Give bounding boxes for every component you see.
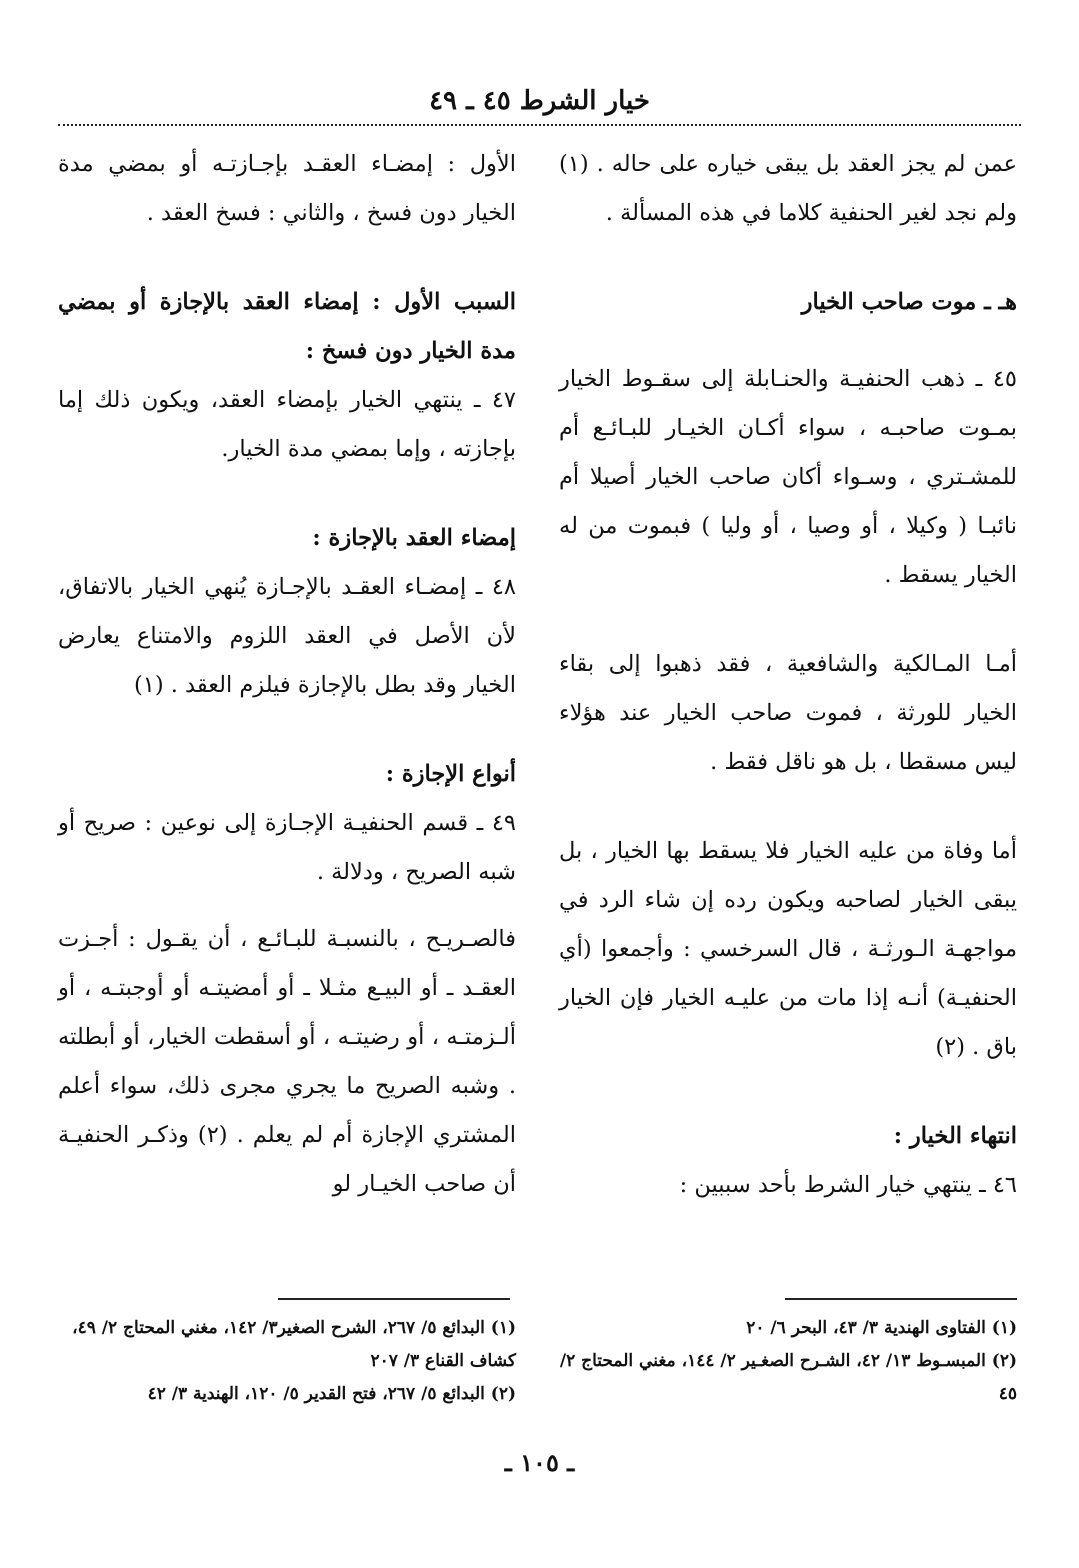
- paragraph-death-of-obligor: أما وفاة من عليه الخيار فلا يسقط بها الخيار ، بل يبقى الخيار لصاحبه ويكون رده إن شاء الرد في مواجهـة الـورثـة ، قال السرخسي : وأجمعوا (أي الحنفيـة) أنـه إذا مات من عليـه الخيار فإن الخيار باق . (٢): [559, 838, 1017, 1060]
- footnote-rule-left: [278, 1298, 510, 1300]
- footnotes-left: [58, 1312, 516, 1411]
- paragraph-explicit-ratification: فالصـريـح ، بالنسبـة للبـائـع ، أن يقـول : أجـزت العقـد ـ أو البيـع مثـلا ـ أو أمضيتـه أو أوجبتـه ، أو ألـزمتـه ، أو رضيتـه ، أو أسقطت الخيار، أو أبطلته . وشبه الصريح ما يجري مجرى ذلك، سواء أعلم المشتري الإجازة أم لم يعلم . (٢) وذكـر الحنفيـة أن صاحب الخيـار لو: [58, 926, 516, 1197]
- header-dotted-rule: [58, 124, 1021, 126]
- section-heading-first-cause: السبب الأول : إمضاء العقد بالإجازة أو بمضي مدة الخيار دون فسخ :: [58, 289, 516, 364]
- footnote-right-1: (١) الفتاوى الهندية ٣/ ٤٣، البحر ٦/ ٢٠: [746, 1318, 1017, 1338]
- paragraph-49: ٤٩ ـ قسم الحنفيـة الإجـازة إلى نوعين : صريح أو شبه الصريح ، ودلالة .: [58, 810, 516, 885]
- paragraph-48: ٤٨ ـ إمضـاء العقـد بالإجـازة يُنهي الخيار بالاتفاق، لأن الأصل في العقد اللزوم والامتناع يعارض الخيار وقد بطل بالإجازة فيلزم العقد . (١): [58, 574, 516, 698]
- footnote-left-2: (٢) البدائع ٥/ ٢٦٧، فتح القدير ٥/ ١٢٠، الهندية ٣/ ٤٢: [147, 1384, 516, 1404]
- paragraph-46: ٤٦ ـ ينتهي خيار الشرط بأحد سببين :: [679, 1172, 1017, 1198]
- section-heading-death-of-option-holder: هـ ـ موت صاحب الخيار: [801, 289, 1017, 315]
- footnote-rule-right: [785, 1298, 1017, 1300]
- footnote-left-1: (١) البدائع ٥/ ٢٦٧، الشرح الصغير٣/ ١٤٢، مغني المحتاج ٢/ ٤٩، كشاف القناع ٣/ ٢٠٧: [72, 1318, 516, 1371]
- section-heading-types-of-ratification: أنواع الإجازة :: [385, 761, 516, 787]
- paragraph-continuation: عمن لم يجز العقد بل يبقى خياره على حاله . (١) ولم نجد لغير الحنفية كلاما في هذه المسألة .: [559, 151, 1017, 226]
- page-number: ـ ١٠٥ ـ: [504, 1448, 575, 1477]
- footnote-right-2: (٢) المبسـوط ١٣/ ٤٢، الشـرح الصغـير ٢/ ١٤٤، مغني المحتاج ٢/ ٤٥: [559, 1351, 1017, 1404]
- right-column: [559, 140, 1017, 1210]
- section-heading-end-of-option: انتهاء الخيار :: [893, 1123, 1017, 1149]
- section-heading-ratification: إمضاء العقد بالإجازة :: [312, 525, 516, 551]
- left-column: [58, 140, 516, 1209]
- paragraph-maliki-shafii: أمـا المـالكية والشافعية ، فقد ذهبوا إلى بقاء الخيار للورثة ، فموت صاحب الخيار عند هؤلاء ليس مسقطا ، بل هو ناقل فقط .: [559, 651, 1017, 775]
- paragraph-45: ٤٥ ـ ذهب الحنفيـة والحنـابلة إلى سقـوط الخيار بمـوت صاحبـه ، سواء أكـان الخيـار للبـائـع أم للمشـتري ، وسـواء أكان صاحب الخيار أصيلا أم نائبـا ( وكيلا ، أو وصيا ، أو وليا ) فبموت من له الخيار يسقط .: [559, 366, 1017, 588]
- running-header: خيار الشرط ٤٥ ـ ٤٩: [429, 86, 650, 116]
- paragraph-two-causes: الأول : إمضـاء العقـد بإجـازتـه أو بمضي مدة الخيار دون فسخ ، والثاني : فسخ العقد .: [58, 151, 516, 226]
- footnotes-right: [559, 1312, 1017, 1411]
- paragraph-47: ٤٧ ـ ينتهي الخيار بإمضاء العقد، ويكون ذلك إما بإجازته ، وإما بمضي مدة الخيار.: [58, 387, 516, 462]
